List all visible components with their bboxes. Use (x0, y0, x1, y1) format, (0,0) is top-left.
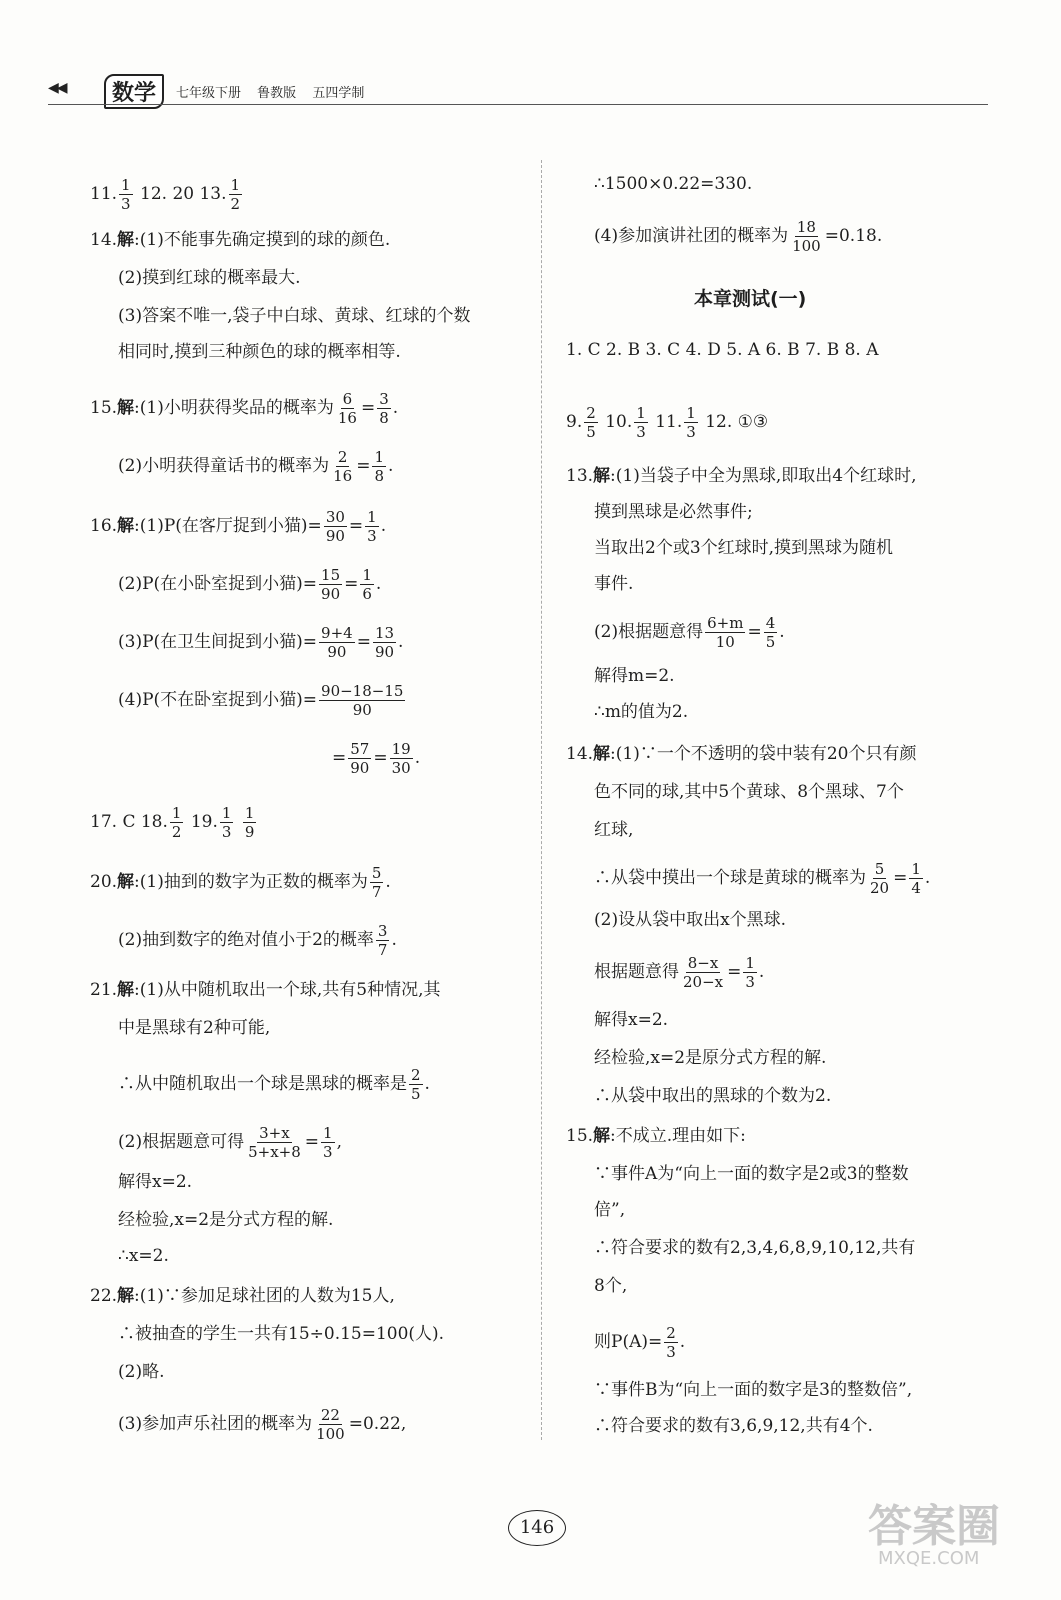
answer-line: 21.解:(1)从中随机取出一个球,共有5种情况,其 (90, 980, 441, 1000)
answer-line: 中是黑球有2种可能, (118, 1018, 271, 1038)
answer-line: ∵事件B为“向上一面的数字是3的整数倍”, (594, 1380, 913, 1400)
answer-line: 相同时,摸到三种颜色的球的概率相等. (118, 342, 401, 362)
answer-line: 经检验,x=2是原分式方程的解. (594, 1048, 827, 1068)
answer-line: 事件. (594, 574, 634, 594)
answer-line: = $\frac{57}{90}$ = $\frac{19}{30}$ . (332, 740, 421, 777)
answer-line: 22.解:(1)∵参加足球社团的人数为15人, (90, 1286, 395, 1306)
grade-label: 七年级下册 (176, 86, 242, 101)
answer-line: 倍”, (594, 1200, 626, 1220)
answer-line: ∴符合要求的数有3,6,9,12,共有4个. (594, 1416, 873, 1436)
answer-line: 1. C 2. B 3. C 4. D 5. A 6. B 7. B 8. A (566, 340, 879, 360)
answer-line: 13.解:(1)当袋子中全为黑球,即取出4个红球时, (566, 466, 917, 486)
answer-line: ∴被抽查的学生一共有15÷0.15=100(人). (118, 1324, 445, 1344)
answer-line: 根据题意得 $\frac{8-x}{20-x}$ = $\frac{1}{3}$ . (594, 954, 765, 991)
answer-line: 14.解:(1)不能事先确定摸到的球的颜色. (90, 230, 391, 250)
answer-line: 15.解:(1)小明获得奖品的概率为 $\frac{6}{16}$ = $\frac{3}{8}$ . (90, 390, 399, 427)
answer-line: 色不同的球,其中5个黄球、8个黑球、7个 (594, 782, 904, 802)
answer-line: (2)根据题意可得 $\frac{3+x}{5+x+8}$ = $\frac{1}{3}$ , (118, 1124, 342, 1161)
system-label: 五四学制 (312, 86, 365, 101)
answer-line: (2)抽到数字的绝对值小于2的概率 $\frac{3}{7}$ . (118, 922, 397, 959)
answer-line: ∴1500×0.22=330. (594, 174, 753, 194)
header-rule (48, 104, 988, 105)
answer-line: 解得x=2. (594, 1010, 669, 1030)
answer-line: 当取出2个或3个红球时,摸到黑球为随机 (594, 538, 894, 558)
answer-line: 11. $\frac{1}{3}$ 12. 20 13. $\frac{1}{2}$ (90, 176, 241, 213)
section-title: 本章测试(一) (694, 288, 807, 310)
answer-line: (2)根据题意得 $\frac{6+m}{10}$ = $\frac{4}{5}$ . (594, 614, 785, 651)
answer-line: ∴从中随机取出一个球是黑球的概率是 $\frac{2}{5}$ . (118, 1066, 430, 1103)
answer-line: (2)摸到红球的概率最大. (118, 268, 301, 288)
answer-line: ∴符合要求的数有2,3,4,6,8,9,10,12,共有 (594, 1238, 916, 1258)
answer-line: 则P(A)= $\frac{2}{3}$ . (594, 1324, 686, 1361)
answer-line: 红球, (594, 820, 634, 840)
answer-line: 8个, (594, 1276, 628, 1296)
answer-line: (2)小明获得童话书的概率为 $\frac{2}{16}$ = $\frac{1}{8}$ . (118, 448, 394, 485)
answer-line: ∴m的值为2. (594, 702, 689, 722)
answer-line: ∴从袋中取出的黑球的个数为2. (594, 1086, 832, 1106)
answer-line: 16.解:(1)P(在客厅捉到小猫)= $\frac{30}{90}$ = $\frac{1}{3}$ . (90, 508, 387, 545)
answer-line: 15.解:不成立.理由如下: (566, 1126, 746, 1146)
answer-line: 解得m=2. (594, 666, 675, 686)
answer-line: 17. C 18. $\frac{1}{2}$ 19. $\frac{1}{3}$ $\frac{1}{9}$ (90, 804, 255, 841)
answer-line: (3)P(在卫生间捉到小猫)= $\frac{9+4}{90}$ = $\frac{13}{90}$ . (118, 624, 404, 661)
edition-label: 鲁教版 (257, 86, 297, 101)
answer-line: (2)P(在小卧室捉到小猫)= $\frac{15}{90}$ = $\frac{1}{6}$ . (118, 566, 382, 603)
column-divider (541, 160, 542, 1440)
watermark-url: MXQE.COM (878, 1548, 980, 1569)
answer-line: ∴从袋中摸出一个球是黄球的概率为 $\frac{5}{20}$ = $\frac{1}{4}$ . (594, 860, 931, 897)
answer-line: (3)参加声乐社团的概率为 $\frac{22}{100}$ =0.22, (118, 1406, 407, 1443)
answer-line: 摸到黑球是必然事件; (594, 502, 753, 522)
answer-line: (2)设从袋中取出x个黑球. (594, 910, 787, 930)
answer-line: (3)答案不唯一,袋子中白球、黄球、红球的个数 (118, 306, 471, 326)
answer-line: 解得x=2. (118, 1172, 193, 1192)
subject-badge: 数学 (104, 74, 164, 109)
answer-line: 20.解:(1)抽到的数字为正数的概率为 $\frac{5}{7}$ . (90, 864, 391, 901)
answer-line: (2)略. (118, 1362, 165, 1382)
header-arrow-icon: ◀◀ (48, 80, 66, 96)
answer-line: (4)参加演讲社团的概率为 $\frac{18}{100}$ =0.18. (594, 218, 883, 255)
answer-line: 经检验,x=2是分式方程的解. (118, 1210, 334, 1230)
watermark-logo: 答案圈 (868, 1501, 1000, 1552)
page-number: 146 (508, 1510, 566, 1546)
answer-line: 14.解:(1)∵一个不透明的袋中装有20个只有颜 (566, 744, 917, 764)
page-header (48, 70, 988, 110)
answer-line: ∴x=2. (118, 1246, 169, 1266)
answer-line: (4)P(不在卧室捉到小猫)= $\frac{90-18-15}{90}$ (118, 682, 404, 719)
header-info (176, 82, 376, 101)
answer-line: 9. $\frac{2}{5}$ 10. $\frac{1}{3}$ 11. $\frac{1}{3}$ 12. ①③ (566, 404, 769, 441)
answer-line: ∵事件A为“向上一面的数字是2或3的整数 (594, 1164, 909, 1184)
